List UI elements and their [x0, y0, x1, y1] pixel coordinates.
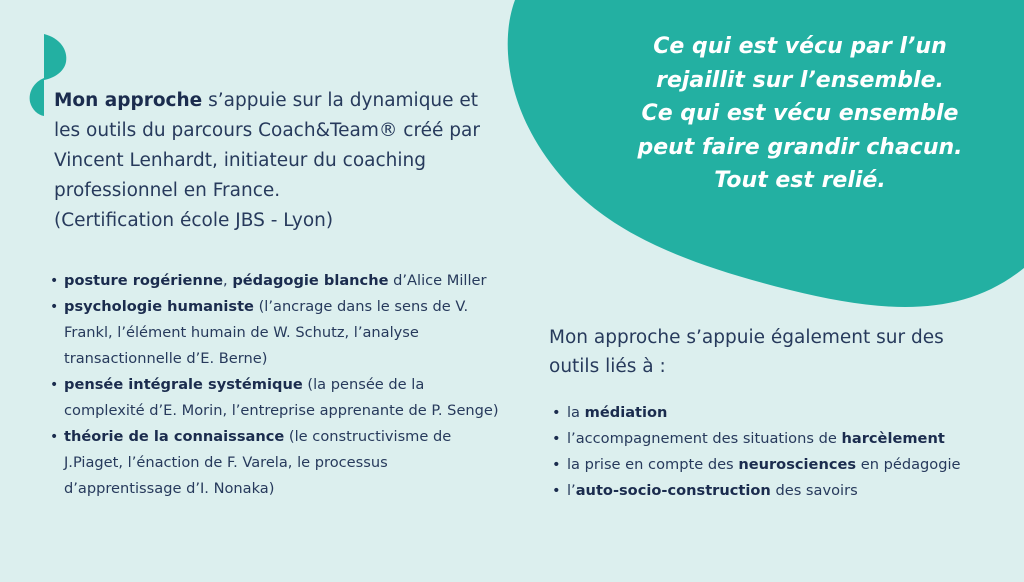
quote-line: Tout est relié.	[714, 168, 886, 193]
quote-line: Ce qui est vécu par l’un	[653, 34, 947, 59]
list-item-bold-term: théorie de la connaissance	[64, 428, 285, 445]
list-item-text: ,	[223, 272, 233, 289]
list-item-bold-term: pédagogie blanche	[232, 272, 389, 289]
list-item-text: l’	[567, 482, 576, 499]
list-item-bold-term: harcèlement	[841, 430, 945, 447]
list-item	[50, 294, 500, 372]
list-item	[50, 372, 500, 424]
list-item-text: (l’ancrage dans le sens de V. Frankl, l’élément humain de W. Schutz, l’analyse transactionnelle d’E. Berne)	[64, 298, 469, 367]
list-item-bold-term: médiation	[584, 404, 668, 421]
intro-text: s’appuie sur la dynamique et les outils du parcours Coach&Team® créé par Vincent Lenhardt, initiateur du coaching professionnel en France.	[54, 90, 480, 201]
list-item-bold-term: auto-socio-construction	[575, 482, 771, 499]
intro-paragraph	[54, 86, 494, 236]
list-item	[552, 452, 992, 478]
list-item-text: (le constructivisme de J.Piaget, l’énaction de F. Varela, le processus d’apprentissage d’I. Nonaka)	[64, 428, 452, 497]
quote-line: Ce qui est vécu ensemble	[641, 101, 959, 126]
list-item-text: en pédagogie	[856, 456, 961, 473]
intro-bold-lead: Mon approche	[54, 90, 203, 111]
certification-text: (Certification école JBS - Lyon)	[54, 210, 334, 231]
list-item-bold-term: pensée intégrale systémique	[64, 376, 303, 393]
quote-line: peut faire grandir chacun.	[637, 134, 963, 160]
list-item-bold-term: posture rogérienne	[64, 272, 224, 289]
quote-block	[600, 30, 1000, 198]
list-item	[552, 426, 992, 452]
list-item-bold-term: neurosciences	[738, 456, 857, 473]
quote-line: rejaillit sur l’ensemble.	[656, 67, 944, 93]
list-item-text: (la pensée de la complexité d’E. Morin, l’entreprise apprenante de P. Senge)	[64, 376, 499, 419]
left-bullet-list	[50, 268, 500, 502]
list-item-text: d’Alice Miller	[388, 272, 487, 289]
list-item	[552, 400, 992, 426]
list-item-text: la prise en compte des	[567, 456, 739, 473]
list-item	[50, 424, 500, 502]
right-bullet-list	[552, 400, 992, 504]
list-item-text: la	[567, 404, 585, 421]
list-item	[552, 478, 992, 504]
list-item-text: des savoirs	[770, 482, 858, 499]
list-item-bold-term: psychologie humaniste	[64, 298, 254, 315]
second-approach-heading: Mon approche s’appuie également sur des outils liés à :	[549, 327, 944, 377]
list-item-text: l’accompagnement des situations de	[567, 430, 842, 447]
list-item	[50, 268, 500, 294]
